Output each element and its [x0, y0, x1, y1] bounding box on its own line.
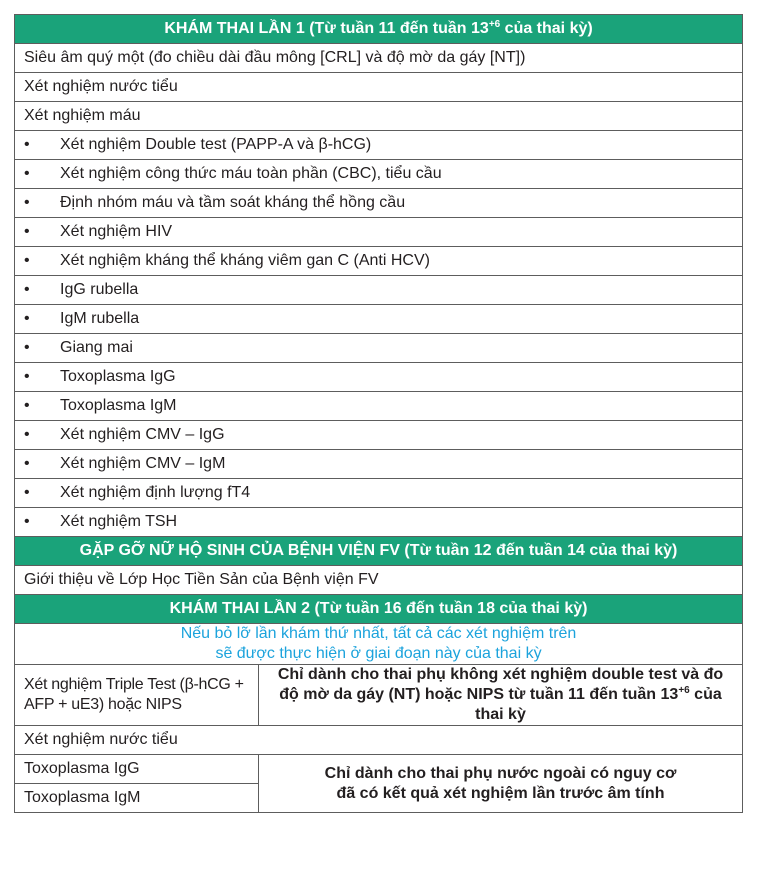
blood-test-label: IgG rubella [60, 281, 139, 298]
visit2-urine-item: Xét nghiệm nước tiểu [15, 726, 743, 755]
blood-test-list [15, 131, 743, 537]
blood-test-label: Toxoplasma IgG [60, 368, 176, 385]
bullet-icon: • [24, 281, 30, 298]
blood-test-list-item [15, 392, 743, 421]
bullet-icon: • [24, 397, 30, 414]
table-row [15, 334, 743, 363]
bullet-icon: • [24, 368, 30, 385]
blood-test-list-item [15, 421, 743, 450]
table-row [15, 508, 743, 537]
bullet-icon: • [24, 310, 30, 327]
blood-test-label: Định nhóm máu và tầm soát kháng thể hồng cầu [60, 194, 406, 211]
urine-test-item: Xét nghiệm nước tiểu [15, 73, 743, 102]
blood-test-list-item [15, 131, 743, 160]
table-row [15, 421, 743, 450]
table-row [15, 665, 743, 726]
blood-test-list-item [15, 160, 743, 189]
bullet-icon: • [24, 165, 30, 182]
table-row [15, 160, 743, 189]
table-row [15, 189, 743, 218]
table-row [15, 276, 743, 305]
visit1-header-row [15, 15, 743, 44]
bullet-icon: • [24, 513, 30, 530]
bullet-icon: • [24, 194, 30, 211]
bullet-icon: • [24, 426, 30, 443]
blood-test-list-item [15, 508, 743, 537]
bullet-icon: • [24, 455, 30, 472]
blood-test-label: Xét nghiệm Double test (PAPP-A và β-hCG) [60, 136, 372, 153]
blood-test-list-item [15, 247, 743, 276]
midwife-header: GẶP GỠ NỮ HỘ SINH CỦA BỆNH VIỆN FV (Từ tuần 12 đến tuần 14 của thai kỳ) [15, 537, 743, 566]
blood-test-list-item [15, 218, 743, 247]
prenatal-schedule-table [14, 14, 743, 813]
triple-test-condition: Chỉ dành cho thai phụ không xét nghiệm double test và đo độ mờ da gáy (NT) hoặc NIPS từ tuần 11 đến tuần $13^{+6}$ của thai kỳ [259, 665, 743, 726]
table-row [15, 392, 743, 421]
table-row [15, 624, 743, 665]
midwife-header-row [15, 537, 743, 566]
triple-test-item: Xét nghiệm Triple Test (β-hCG + AFP + uE3) hoặc NIPS [15, 665, 259, 726]
blood-test-item: Xét nghiệm máu [15, 102, 743, 131]
table-row [15, 566, 743, 595]
table-row [15, 247, 743, 276]
blood-test-label: Xét nghiệm kháng thể kháng viêm gan C (Anti HCV) [60, 252, 430, 269]
bullet-icon: • [24, 223, 30, 240]
toxo-condition: Chỉ dành cho thai phụ nước ngoài có nguy cơ đã có kết quả xét nghiệm lần trước âm tính [259, 755, 743, 813]
blood-test-label: Toxoplasma IgM [60, 397, 177, 414]
toxo-igg-item: Toxoplasma IgG [15, 755, 259, 784]
blood-test-list-item [15, 479, 743, 508]
blood-test-label: Xét nghiệm TSH [60, 513, 178, 530]
table-row [15, 305, 743, 334]
table-row [15, 73, 743, 102]
visit2-header: KHÁM THAI LẦN 2 (Từ tuần 16 đến tuần 18 của thai kỳ) [15, 595, 743, 624]
bullet-icon: • [24, 252, 30, 269]
visit1-header: KHÁM THAI LẦN 1 (Từ tuần 11 đến tuần $13^{+6}$ của thai kỳ) [15, 15, 743, 44]
blood-test-label: Xét nghiệm công thức máu toàn phần (CBC), tiểu cầu [60, 165, 442, 182]
table-row [15, 102, 743, 131]
bullet-icon: • [24, 484, 30, 501]
table-row [15, 450, 743, 479]
blood-test-list-item [15, 276, 743, 305]
bullet-icon: • [24, 136, 30, 153]
blood-test-label: Xét nghiệm CMV – IgG [60, 426, 225, 443]
blood-test-list-item [15, 450, 743, 479]
ultrasound-item: Siêu âm quý một (đo chiều dài đầu mông [CRL] và độ mờ da gáy [NT]) [15, 44, 743, 73]
blood-test-list-item [15, 305, 743, 334]
table-row [15, 131, 743, 160]
table-row [15, 726, 743, 755]
table-row [15, 363, 743, 392]
visit2-header-row [15, 595, 743, 624]
table-row [15, 44, 743, 73]
antenatal-class-item: Giới thiệu về Lớp Học Tiền Sản của Bệnh viện FV [15, 566, 743, 595]
blood-test-label: Xét nghiệm định lượng fT4 [60, 484, 251, 501]
missed-visit-note: Nếu bỏ lỡ lần khám thứ nhất, tất cả các xét nghiệm trên sẽ được thực hiện ở giai đoạn này của thai kỳ [15, 624, 743, 665]
table-row [15, 755, 743, 784]
table-row [15, 218, 743, 247]
bullet-icon: • [24, 339, 30, 356]
table-row [15, 479, 743, 508]
blood-test-label: Xét nghiệm HIV [60, 223, 173, 240]
blood-test-label: Giang mai [60, 339, 133, 356]
blood-test-list-item [15, 363, 743, 392]
toxo-igm-item: Toxoplasma IgM [15, 784, 259, 813]
blood-test-label: IgM rubella [60, 310, 140, 327]
blood-test-list-item [15, 189, 743, 218]
blood-test-list-item [15, 334, 743, 363]
blood-test-label: Xét nghiệm CMV – IgM [60, 455, 226, 472]
